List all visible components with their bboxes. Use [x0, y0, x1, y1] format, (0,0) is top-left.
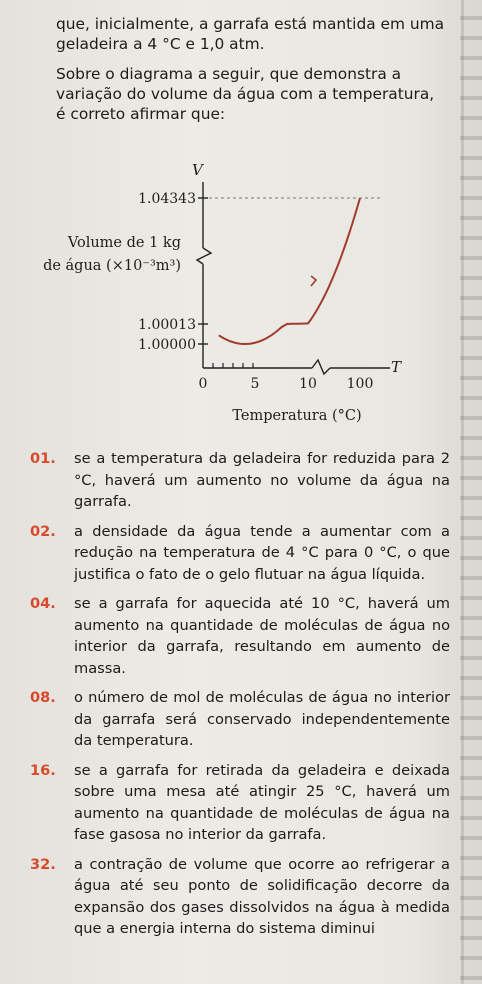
x-axis-label: Temperatura (°C) [232, 408, 362, 424]
item-08 [30, 687, 450, 752]
volume-temperature-chart [0, 150, 460, 435]
y-tick-label-3: 1.00000 [138, 337, 196, 353]
answer-items [30, 448, 450, 948]
item-text: se a garrafa for retirada da geladeira e deixada sobre uma mesa até atingir 25 °C, haverá um aumento na quantidade de moléculas de água na fase gasosa no interior da garrafa. [74, 761, 450, 843]
x-tick-label-10: 10 [299, 376, 317, 392]
x-axis-break [312, 360, 330, 374]
item-number: 04. [30, 595, 56, 612]
item-number: 02. [30, 522, 56, 540]
item-number: 01. [30, 450, 56, 467]
binding-edge [461, 0, 464, 984]
item-text: o número de mol de moléculas de água no interior da garrafa será conservado independentemente da temperatura. [74, 689, 450, 749]
item-04 [30, 593, 450, 679]
curve-break-mark [311, 276, 316, 286]
x-tick-label-100: 100 [346, 376, 374, 392]
y-axis-label-line-1: Volume de 1 kg [67, 235, 181, 251]
y-tick-label-2: 1.00013 [138, 317, 196, 333]
question-intro [56, 14, 448, 134]
intro-paragraph-1: que, inicialmente, a garrafa está mantida em uma geladeira a 4 °C e 1,0 atm. [56, 15, 445, 53]
item-number: 16. [30, 761, 56, 779]
x-axis-symbol: T [391, 358, 402, 376]
item-32 [30, 854, 450, 940]
item-text: a densidade da água tende a aumentar com a redução na temperatura de 4 °C para 0 °C, o que justifica o fato de o gelo flutuar na água líquida. [74, 522, 450, 583]
item-text: se a temperatura da geladeira for reduzida para 2 °C, haverá um aumento no volume da água na garrafa. [74, 450, 450, 510]
item-16 [30, 760, 450, 846]
item-text: se a garrafa for aquecida até 10 °C, haverá um aumento na quantidade de moléculas de água no interior da garrafa, resultando em aumento de massa. [74, 595, 450, 677]
item-02 [30, 521, 450, 586]
volume-curve [219, 198, 360, 344]
x-tick-label-5: 5 [250, 376, 260, 392]
y-tick-label-1: 1.04343 [138, 191, 196, 207]
y-axis-break [197, 248, 211, 264]
item-01 [30, 448, 450, 513]
item-text: a contração de volume que ocorre ao refrigerar a água até seu ponto de solidificação decorre da expansão dos gases dissolvidos na água à medida que a energia interna do sistema diminui [74, 855, 450, 937]
intro-paragraph-2: Sobre o diagrama a seguir, que demonstra a variação do volume da água com a temperatura, é correto afirmar que: [56, 65, 435, 123]
x-minor-ticks [213, 363, 253, 368]
x-tick-label-0: 0 [198, 376, 208, 392]
y-axis-label-line-2: de água (×10⁻³m³) [43, 258, 181, 274]
item-number: 32. [30, 855, 56, 873]
item-number: 08. [30, 689, 56, 706]
y-axis-symbol: V [192, 161, 203, 179]
